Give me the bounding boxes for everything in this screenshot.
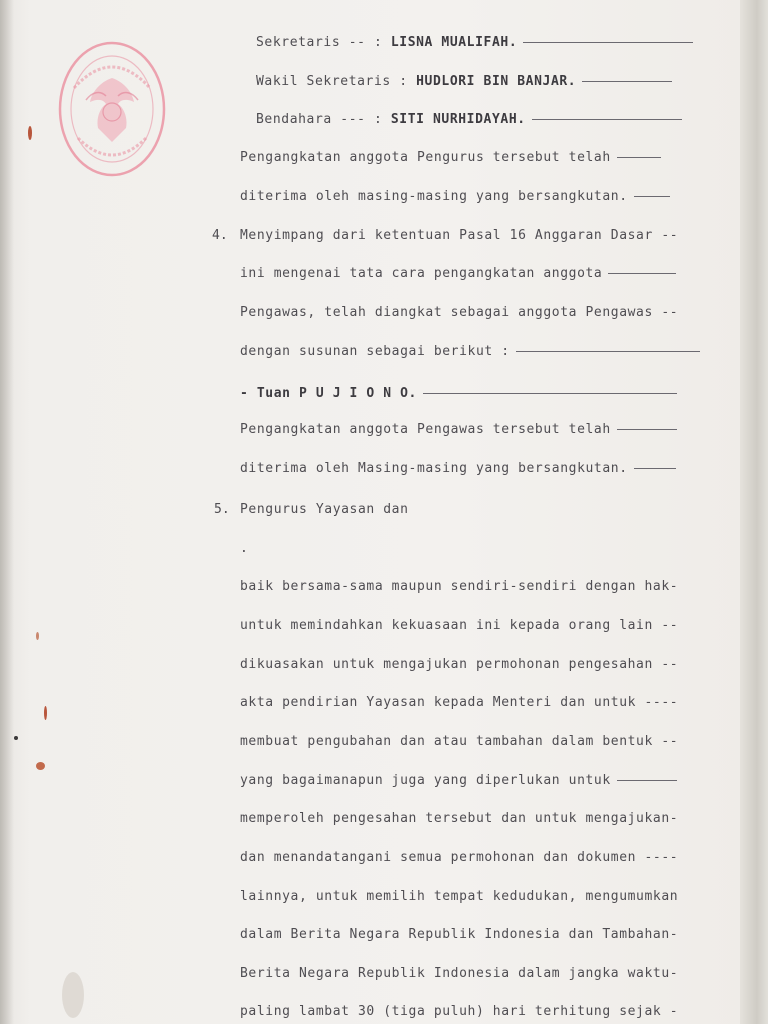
- body-line-text: dalam Berita Negara Republik Indonesia dan Tambahan-: [240, 927, 679, 942]
- fill-line: [634, 196, 670, 197]
- body-line: [240, 772, 677, 790]
- body-line: [240, 227, 678, 245]
- body-line-text: dan menandatangani semua permohonan dan dokumen ----: [240, 850, 679, 865]
- body-line-text: baik bersama-sama maupun sendiri-sendiri dengan hak-: [240, 579, 679, 594]
- officer-secretary-name: LISNA MUALIFAH.: [390, 35, 518, 50]
- page-left-shadow: [0, 0, 14, 1024]
- body-line: [240, 810, 678, 828]
- body-line: [240, 733, 678, 751]
- fill-line: [617, 157, 661, 158]
- fill-line: [423, 393, 677, 394]
- fill-line: [617, 780, 677, 781]
- body-line-text: Menyimpang dari ketentuan Pasal 16 Anggaran Dasar --: [240, 228, 679, 243]
- body-line: [240, 304, 678, 322]
- officer-treasurer-name: SITI NURHIDAYAH.: [390, 112, 526, 127]
- fill-line: [516, 351, 700, 352]
- officer-secretary-role: Sekretaris -- :: [256, 35, 383, 50]
- body-line: [240, 617, 678, 635]
- body-line: [240, 188, 670, 206]
- body-line: [240, 343, 700, 361]
- body-line-text: Pengurus Yayasan dan: [240, 502, 409, 517]
- body-line: [240, 540, 248, 558]
- body-line-text: lainnya, untuk memilih tempat kedudukan, mengumumkan: [240, 889, 679, 904]
- page-right-edge: [740, 0, 768, 1024]
- body-line: [240, 849, 678, 867]
- body-line: [240, 694, 678, 712]
- item-number: 5.: [214, 502, 230, 517]
- body-line-text: untuk memindahkan kekuasaan ini kepada orang lain --: [240, 618, 679, 633]
- officer-vice-secretary-role: Wakil Sekretaris :: [256, 74, 408, 89]
- body-line: [240, 149, 661, 167]
- officer-vice-secretary: [256, 73, 672, 91]
- body-line-text: membuat pengubahan dan atau tambahan dalam bentuk --: [240, 734, 679, 749]
- rust-speck: [36, 632, 39, 640]
- body-line-text: .: [240, 541, 249, 556]
- officer-secretary: [256, 34, 693, 52]
- body-line: [240, 578, 678, 596]
- body-line-text: diterima oleh Masing-masing yang bersangkutan.: [240, 461, 628, 476]
- body-line: [240, 265, 676, 283]
- item-number: 4.: [212, 228, 228, 243]
- body-line: [240, 421, 677, 439]
- stain-mark: [62, 972, 84, 1018]
- fill-line: [582, 81, 672, 82]
- body-line-text: yang bagaimanapun juga yang diperlukan untuk: [240, 773, 611, 788]
- body-line: [240, 888, 678, 906]
- body-line: [240, 460, 676, 478]
- body-line: [240, 965, 678, 983]
- body-line-text: diterima oleh masing-masing yang bersangkutan.: [240, 189, 628, 204]
- supervisor-name-text: - Tuan P U J I O N O.: [240, 386, 417, 401]
- body-line-text: dengan susunan sebagai berikut :: [240, 344, 510, 359]
- garuda-seal-icon: [56, 38, 168, 180]
- rust-speck: [36, 762, 45, 770]
- officer-treasurer: [256, 111, 682, 129]
- body-line-text: akta pendirian Yayasan kepada Menteri dan untuk ----: [240, 695, 679, 710]
- fill-line: [523, 42, 693, 43]
- body-line-text: Pengangkatan anggota Pengurus tersebut telah: [240, 150, 611, 165]
- body-line-text: memperoleh pengesahan tersebut dan untuk mengajukan-: [240, 811, 679, 826]
- fill-line: [617, 429, 677, 430]
- fill-line: [634, 468, 676, 469]
- fill-line: [532, 119, 682, 120]
- body-line-text: paling lambat 30 (tiga puluh) hari terhitung sejak -: [240, 1004, 679, 1019]
- officer-treasurer-role: Bendahara --- :: [256, 112, 383, 127]
- officer-vice-secretary-name: HUDLORI BIN BANJAR.: [416, 74, 577, 89]
- body-line: [240, 501, 409, 519]
- body-line-text: Pengangkatan anggota Pengawas tersebut telah: [240, 422, 611, 437]
- body-line-text: dikuasakan untuk mengajukan permohonan pengesahan --: [240, 657, 679, 672]
- rust-speck: [28, 126, 32, 140]
- body-line: [240, 926, 678, 944]
- body-line-text: Berita Negara Republik Indonesia dalam jangka waktu-: [240, 966, 679, 981]
- body-line-text: Pengawas, telah diangkat sebagai anggota Pengawas --: [240, 305, 679, 320]
- rust-speck: [44, 706, 47, 720]
- supervisor-name: [240, 385, 677, 403]
- ink-speck: [14, 736, 18, 740]
- body-line: [240, 1003, 678, 1021]
- fill-line: [608, 273, 676, 274]
- body-line-text: ini mengenai tata cara pengangkatan anggota: [240, 266, 603, 281]
- body-line: [240, 656, 678, 674]
